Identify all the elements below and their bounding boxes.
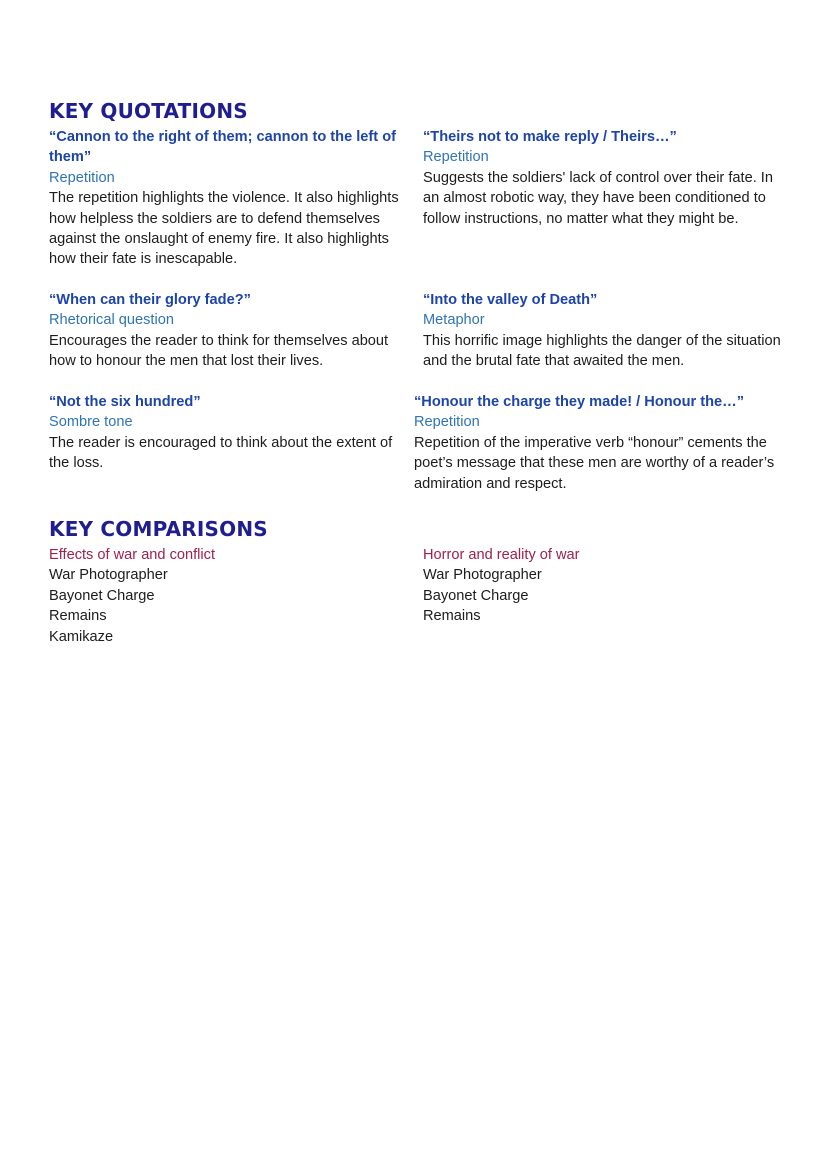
analysis-text: The reader is encouraged to think about the extent of the loss.: [49, 434, 393, 472]
comparison-column: [49, 545, 409, 647]
quotation-text: “Not the six hundred”: [49, 394, 201, 410]
analysis-text: Repetition of the imperative verb “honour” cements the poet’s message that these men are worthy of a reader’s admiration and respect.: [414, 434, 775, 492]
technique-label: Sombre tone: [49, 414, 133, 431]
analysis-text: Suggests the soldiers' lack of control over their fate. In an almost robotic way, they have been conditioned to follow instructions, no matter what they might be.: [423, 169, 773, 227]
analysis-text: The repetition highlights the violence. It also highlights how helpless the soldiers are to defend themselves against the onslaught of enemy fire. It also highlights how their fate is inescapable.: [49, 190, 399, 268]
analysis-text: Encourages the reader to think for themselves about how to honour the men that lost their lives.: [49, 332, 389, 370]
technique-label: Repetition: [423, 149, 489, 166]
comparison-poem: Remains: [49, 608, 107, 625]
analysis-text: This horrific image highlights the danger of the situation and the brutal fate that awaited the men.: [423, 332, 781, 370]
technique-label: Repetition: [49, 169, 115, 186]
comparison-poem: Kamikaze: [49, 628, 114, 645]
comparison-theme: Effects of war and conflict: [49, 547, 216, 563]
technique-label: Repetition: [414, 414, 480, 431]
comparison-poem: Remains: [423, 608, 481, 625]
quotation-block: [49, 290, 409, 372]
quotation-block: [49, 392, 409, 474]
quotation-text: “Theirs not to make reply / Theirs…”: [423, 129, 677, 145]
comparison-poem: Bayonet Charge: [49, 587, 155, 604]
quotation-text: “Cannon to the right of them; cannon to the left of them”: [49, 129, 396, 166]
quotation-block: [423, 290, 793, 372]
quotation-text: “Into the valley of Death”: [423, 292, 598, 308]
key-quotations-heading: KEY QUOTATIONS: [49, 99, 248, 123]
comparison-poem: War Photographer: [49, 567, 168, 584]
quotation-text: “Honour the charge they made! / Honour the…”: [414, 394, 745, 410]
quotation-block: [49, 127, 409, 270]
quotation-block: [423, 127, 793, 229]
comparison-theme: Horror and reality of war: [423, 547, 580, 563]
comparison-column: [423, 545, 793, 627]
technique-label: Rhetorical question: [49, 312, 174, 329]
key-comparisons-heading: KEY COMPARISONS: [49, 517, 268, 541]
comparison-poem: Bayonet Charge: [423, 587, 529, 604]
quotation-text: “When can their glory fade?”: [49, 292, 251, 308]
quotation-block: [414, 392, 794, 494]
technique-label: Metaphor: [423, 312, 485, 329]
comparison-poem: War Photographer: [423, 567, 542, 584]
